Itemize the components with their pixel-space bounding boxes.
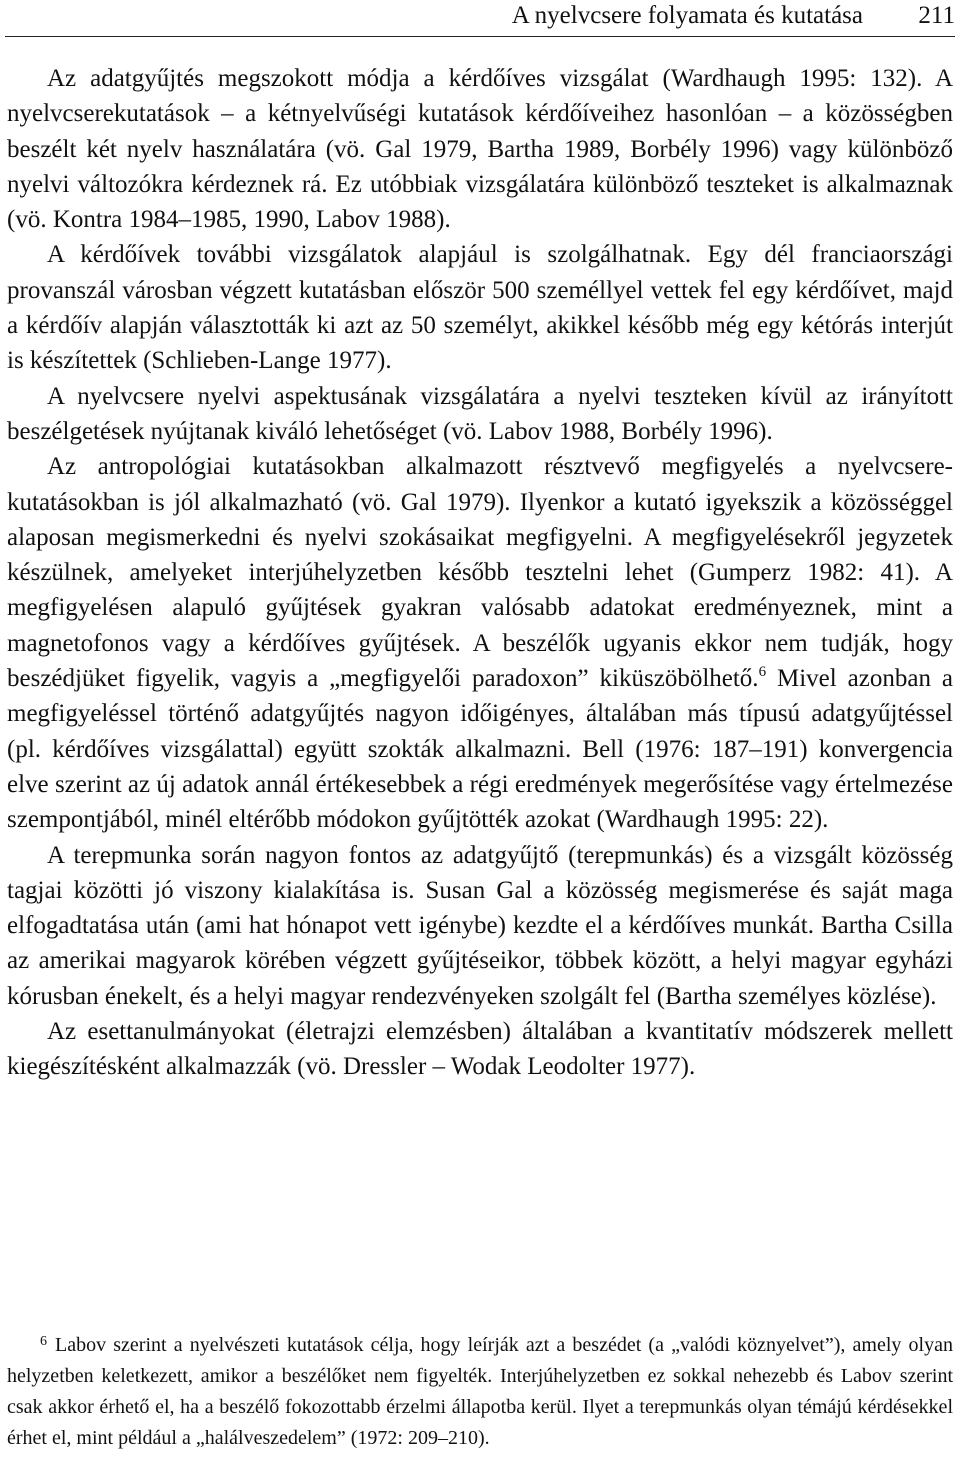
running-title: A nyelvcsere folyamata és kutatása bbox=[511, 2, 863, 29]
page-number: 211 bbox=[918, 2, 955, 29]
main-text bbox=[7, 61, 953, 1085]
paragraph bbox=[7, 449, 953, 837]
paragraph: Az adatgyűjtés megszokott módja a kérdőíves vizsgálat (Wardhaugh 1995: 132). A nyelvcserekutatások – a kétnyelvűségi kutatások kérdőíveihez hasonlóan – a közösségben beszélt két nyelv használatára (vö. Gal 1979, Bartha 1989, Borbély 1996) vagy különböző nyelvi változókra kérdeznek rá. Ez utóbbiak vizsgálatára különböző teszteket is alkalmaznak (vö. Kontra 1984–1985, 1990, Labov 1988). bbox=[7, 65, 953, 234]
paragraph: A kérdőívek további vizsgálatok alapjául is szolgálhatnak. Egy dél franciaországi provanszál városban végzett kutatásban először 500 személlyel vettek fel egy kérdőívet, majd a kérdőív alapján választották ki azt az 50 személyt, akikkel később még egy kétórás interjút is készítettek (Schlieben-Lange 1977). bbox=[7, 241, 953, 375]
running-header bbox=[5, 0, 955, 37]
paragraph: A nyelvcsere nyelvi aspektusának vizsgálatára a nyelvi teszteken kívül az irányított beszélgetések nyújtanak kiváló lehetőséget (vö. Labov 1988, Borbély 1996). bbox=[7, 382, 953, 445]
footnote-number: 6 bbox=[40, 1334, 47, 1349]
paragraph-text: Az antropológiai kutatásokban alkalmazott résztvevő megfigyelés a nyelvcsere-kutatásokban is jól alkalmazható (vö. Gal 1979). Ilyenkor a kutató igyekszik a közösséggel alaposan megismerkedni és nyelvi szokásaikat megfigyelni. A megfigyelésekről jegyzetek készülnek, amelyeket interjúhelyzetben később tesztelni lehet (Gumperz 1982: 41). A megfigyelésen alapuló gyűjtések gyakran valósabb adatokat eredményeznek, mint a magnetofonos vagy a kérdőíves gyűjtések. A beszélők ugyanis ekkor nem tudják, hogy beszédjüket figyelik, vagyis a „megfigyelői paradoxon” kiküszöbölhető. bbox=[7, 453, 953, 693]
paragraph: Az esettanulmányokat (életrajzi elemzésben) általában a kvantitatív módszerek mellett kiegészítésként alkalmazzák (vö. Dressler – Wodak Leodolter 1977). bbox=[7, 1018, 953, 1081]
paragraph: A terepmunka során nagyon fontos az adatgyűjtő (terepmunkás) és a vizsgált közösség tagjai közötti jó viszony kialakítása is. Susan Gal a közösség megismerése és saját maga elfogadtatása után (ami hat hónapot vett igénybe) kezdte el a kérdőíves munkát. Bartha Csilla az amerikai magyarok körében végzett gyűjtéseikor, többek között, a helyi magyar egyházi kórusban énekelt, és a helyi magyar rendezvényeken szolgált fel (Bartha személyes közlése). bbox=[7, 841, 953, 1010]
paragraph-text: Mivel azonban a megfigyeléssel történő adatgyűjtés nagyon időigényes, általában más típusú adatgyűjtéssel (pl. kérdőíves vizsgálattal) együtt szokták alkalmazni. Bell (1976: 187–191) konvergencia elve szerint az új adatok annál értékesebbek a régi eredmények megerősítése vagy értelmezése szempontjából, minél eltérőbb módokon gyűjtötték azokat (Wardhaugh 1995: 22). bbox=[7, 665, 953, 834]
footnote-text: Labov szerint a nyelvészeti kutatások célja, hogy leírják azt a beszédet (a „valódi köznyelvet”), amely olyan helyzetben keletkezett, amikor a beszélőket nem figyelték. Interjúhelyzetben ez sokkal nehezebb és Labov szerint csak akkor érhető el, ha a beszélő fokozottabb érzelmi állapotba kerül. Ilyet a terepmunkás olyan témájú kérdésekkel érhet el, mint például a „halálveszedelem” (1972: 209–210). bbox=[7, 1334, 953, 1449]
footnote bbox=[7, 1326, 953, 1454]
footnote-area bbox=[7, 1326, 953, 1454]
footnote-reference[interactable]: 6 bbox=[758, 664, 767, 681]
